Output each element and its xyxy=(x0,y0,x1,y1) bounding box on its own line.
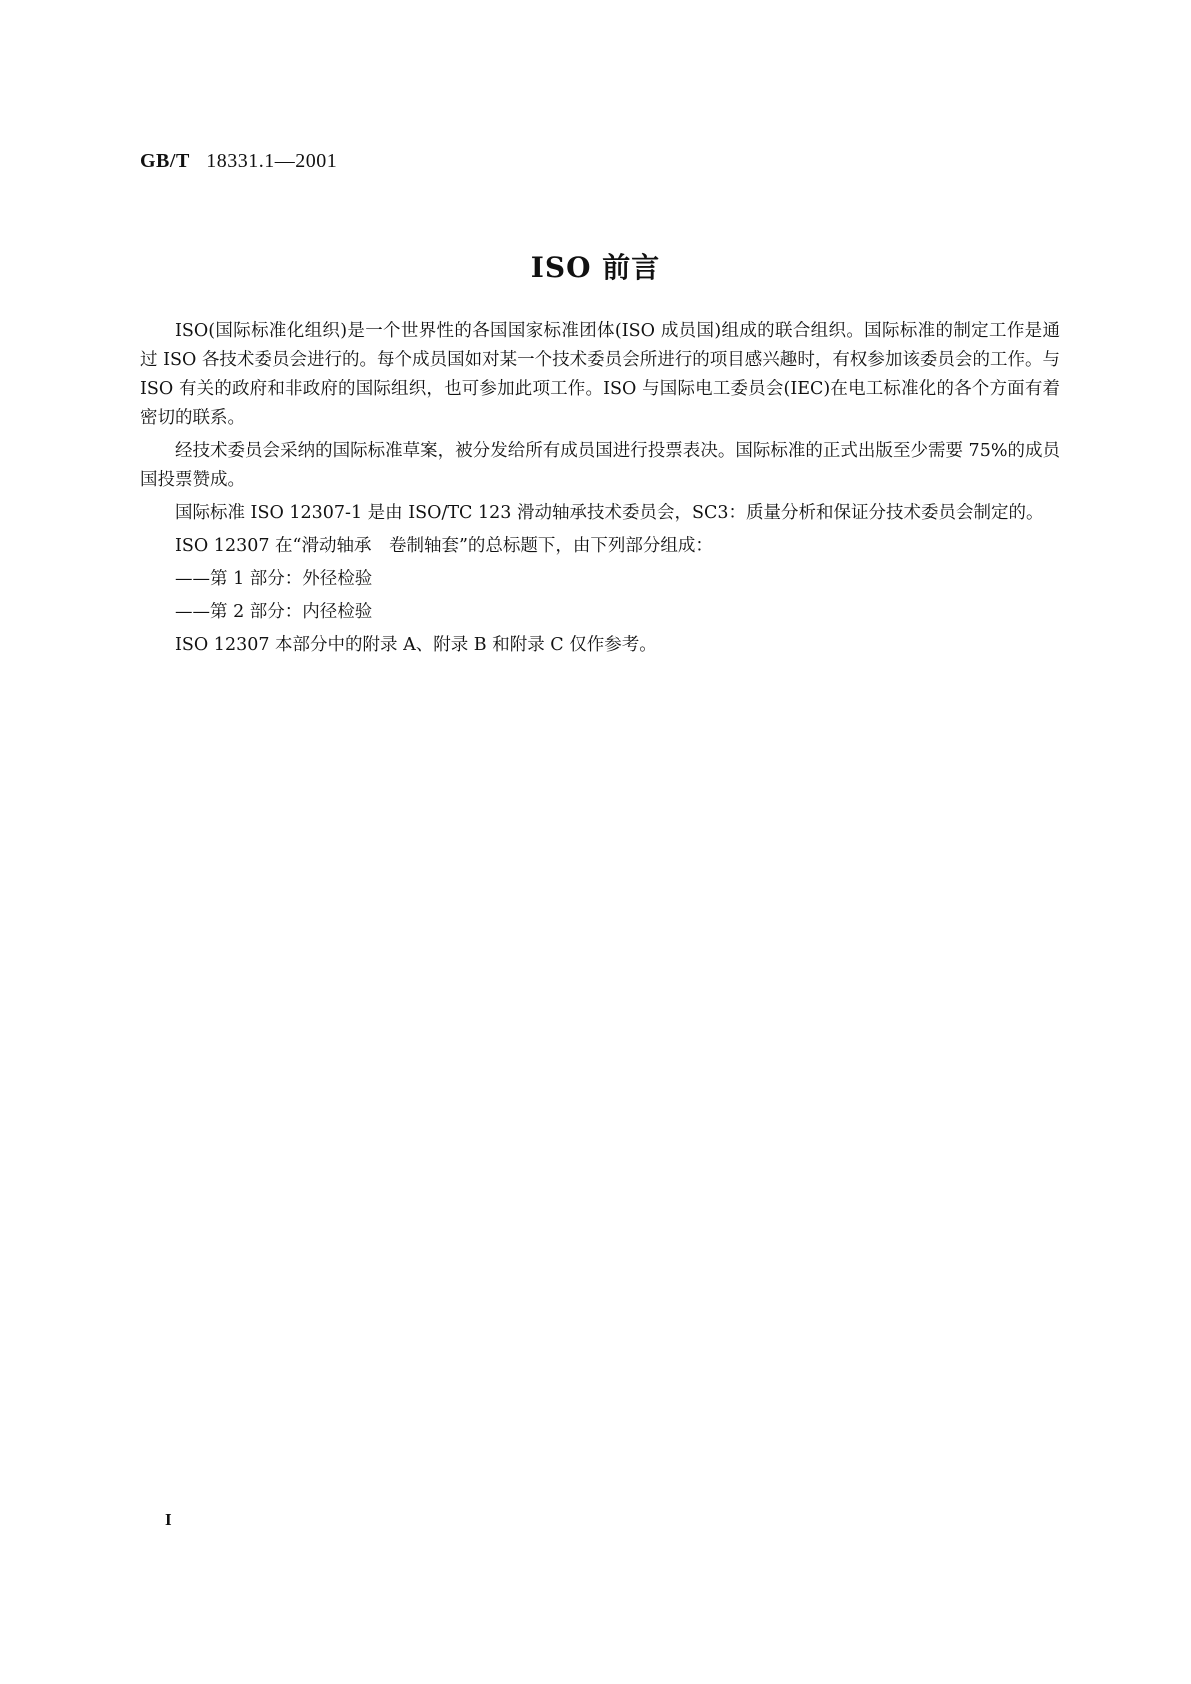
paragraph-parts-intro: ISO 12307 在“滑动轴承 卷制轴套”的总标题下，由下列部分组成： xyxy=(175,536,713,556)
body-text xyxy=(140,317,1060,664)
standard-code-number: 18331.1—2001 xyxy=(206,150,338,172)
standard-code-prefix: GB/T xyxy=(140,150,190,172)
list-item-part-2: ——第 2 部分：内径检验 xyxy=(175,602,373,622)
list-item-part-1: ——第 1 部分：外径检验 xyxy=(175,569,373,589)
page-title: ISO 前言 xyxy=(530,251,661,284)
paragraph-iso-intro: ISO(国际标准化组织)是一个世界性的各国国家标准团体(ISO 成员国)组成的联合组织。国际标准的制定工作是通过 ISO 各技术委员会进行的。每个成员国如对某一个技术委员会所进行的项目感兴趣时，有权参加该委员会的工作。与 ISO 有关的政府和非政府的国际组织，也可参加此项工作。ISO 与国际电工委员会(IEC)在电工标准化的各个方面有着密切的联系。 xyxy=(140,321,1060,428)
paragraph-annexes: ISO 12307 本部分中的附录 A、附录 B 和附录 C 仅作参考。 xyxy=(175,635,657,655)
paragraph-voting: 经技术委员会采纳的国际标准草案，被分发给所有成员国进行投票表决。国际标准的正式出版至少需要 75%的成员国投票赞成。 xyxy=(140,441,1060,490)
page-number: I xyxy=(165,1510,172,1529)
standard-code xyxy=(140,150,337,173)
paragraph-committee: 国际标准 ISO 12307-1 是由 ISO/TC 123 滑动轴承技术委员会，SC3：质量分析和保证分技术委员会制定的。 xyxy=(175,503,1044,523)
